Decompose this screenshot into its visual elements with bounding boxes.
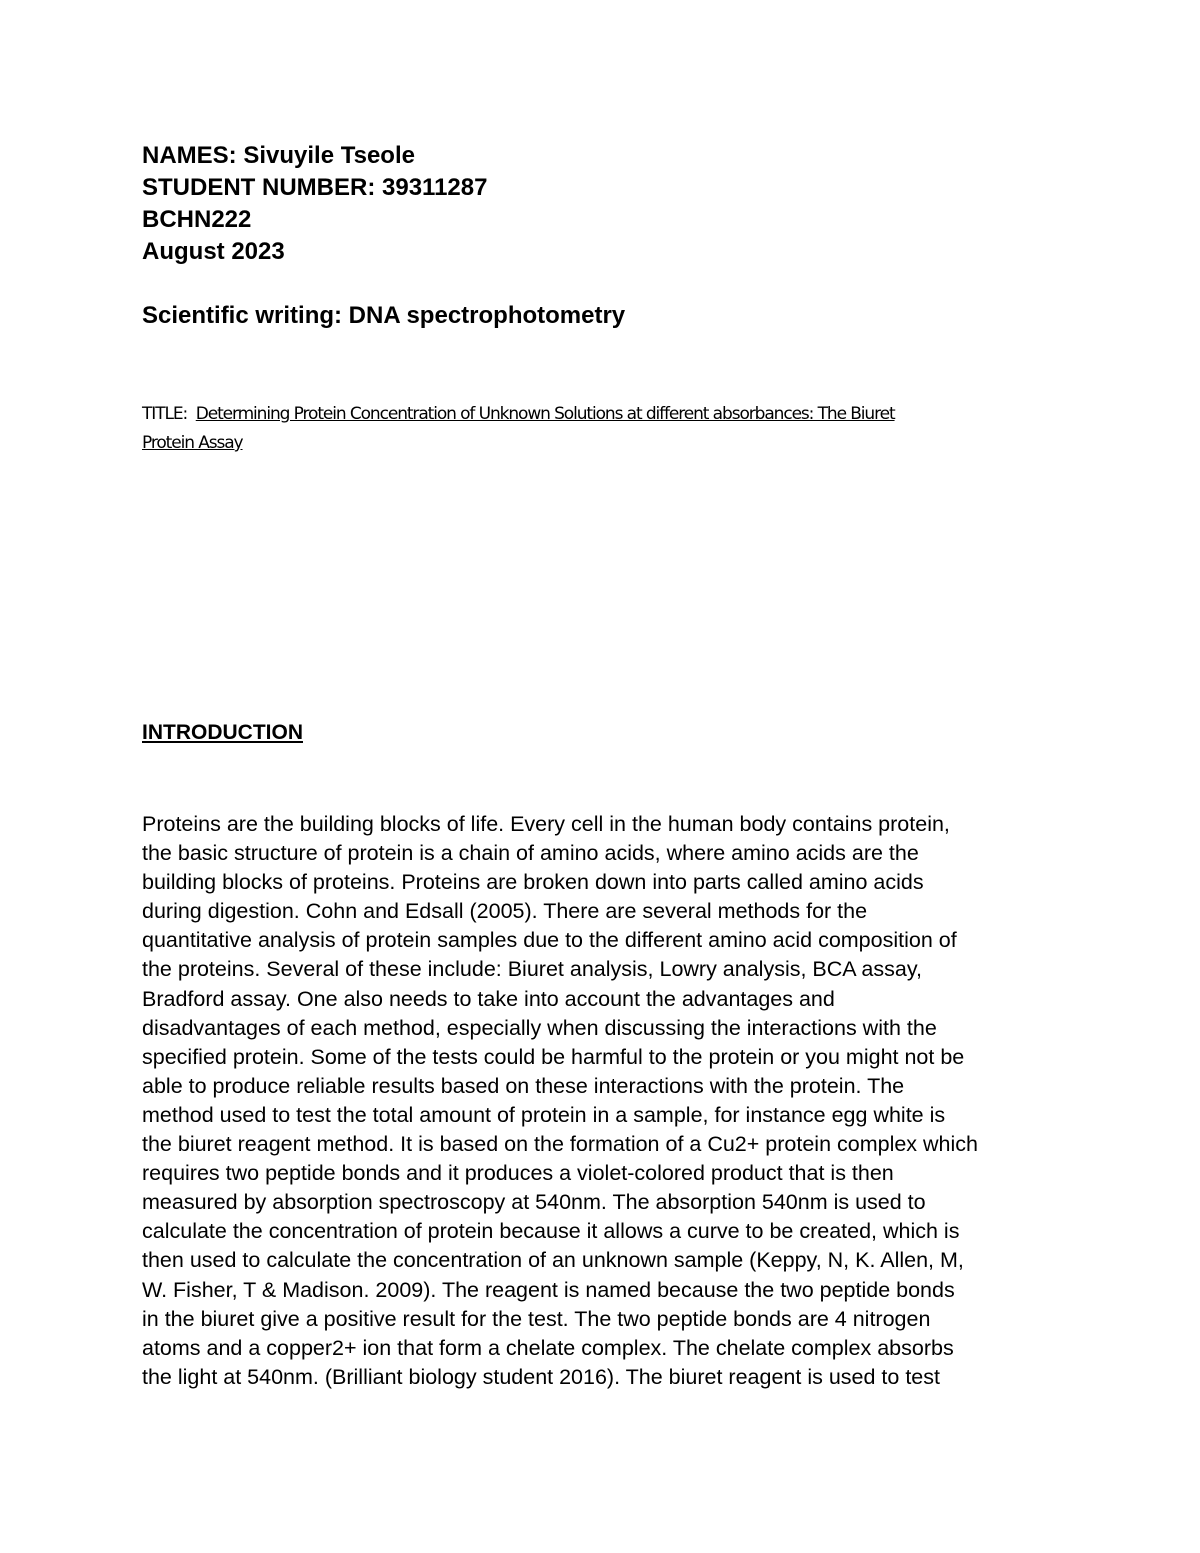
subject-heading: Scientific writing: DNA spectrophotometry [142, 302, 626, 329]
title-text-part-1: Determining Protein Concentration of Unknown Solutions at different absorbances: The Biuret [195, 404, 895, 424]
title-text-part-2: Protein Assay [142, 433, 243, 453]
body-line: Proteins are the building blocks of life. Every cell in the human body contains protein, [142, 812, 950, 836]
names-label: NAMES: [142, 142, 237, 169]
introduction-heading: INTRODUCTION [142, 721, 303, 744]
body-line: the basic structure of protein is a chain of amino acids, where amino acids are the [142, 841, 919, 866]
body-line: W. Fisher, T & Madison. 2009). The reagent is named because the two peptide bonds [142, 1277, 955, 1302]
student-number-value: 39311287 [382, 174, 488, 201]
body-line: the light at 540nm. (Brilliant biology student 2016). The biuret reagent is used to test [142, 1364, 940, 1389]
body-line: during digestion. Cohn and Edsall (2005). There are several methods for the [142, 899, 868, 924]
report-title [142, 400, 1042, 458]
body-line: disadvantages of each method, especially when discussing the interactions with the [142, 1015, 937, 1040]
student-number-label: STUDENT NUMBER: [142, 174, 376, 201]
body-line: able to produce reliable results based on these interactions with the protein. The [142, 1073, 905, 1098]
introduction-body [142, 810, 1072, 1392]
body-line: measured by absorption spectroscopy at 540nm. The absorption 540nm is used to [142, 1190, 926, 1215]
title-line-1 [142, 400, 1042, 429]
body-line: specified protein. Some of the tests could be harmful to the protein or you might not be [142, 1044, 965, 1069]
body-line: method used to test the total amount of protein in a sample, for instance egg white is [142, 1102, 946, 1127]
body-line: in the biuret give a positive result for the test. The two peptide bonds are 4 nitrogen [142, 1306, 931, 1331]
body-line: the biuret reagent method. It is based on the formation of a Cu2+ protein complex which [142, 1132, 979, 1157]
body-line: building blocks of proteins. Proteins are broken down into parts called amino acids [142, 870, 924, 895]
body-line: atoms and a copper2+ ion that form a chelate complex. The chelate complex absorbs [142, 1335, 954, 1360]
body-line: requires two peptide bonds and it produces a violet-colored product that is then [142, 1161, 894, 1186]
names-value: Sivuyile Tseole [243, 142, 415, 169]
body-line: then used to calculate the concentration of an unknown sample (Keppy, N, K. Allen, M, [142, 1248, 964, 1273]
body-line: calculate the concentration of protein because it allows a curve to be created, which is [142, 1219, 960, 1244]
author-header [142, 140, 1042, 268]
title-line-2 [142, 429, 1042, 458]
body-line: quantitative analysis of protein samples due to the different amino acid composition of [142, 928, 957, 953]
names-line [142, 140, 1042, 172]
course-code: BCHN222 [142, 206, 252, 233]
date-line: August 2023 [142, 238, 285, 265]
body-line: Bradford assay. One also needs to take into account the advantages and [142, 986, 835, 1011]
student-number-line [142, 172, 1042, 204]
title-label: TITLE: [142, 404, 188, 424]
body-line: the proteins. Several of these include: Biuret analysis, Lowry analysis, BCA assay, [142, 957, 922, 982]
